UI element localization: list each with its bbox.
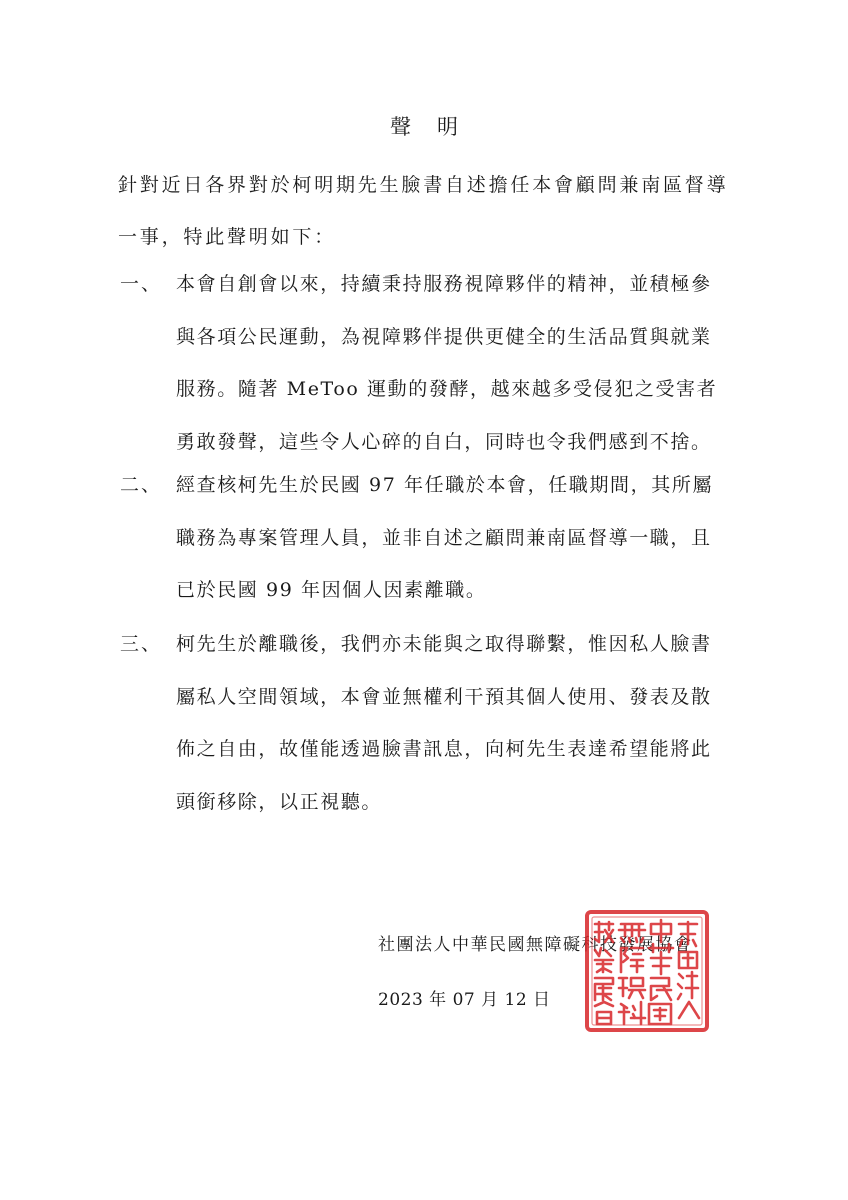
- item-text: 柯先生於離職後，我們亦未能與之取得聯繫，惟因私人臉書屬私人空間領域，本會並無權利干預其個人使用、發表及散佈之自由，故僅能透過臉書訊息，向柯先生表達希望能將此頭銜移除，以正視聽。: [176, 633, 712, 813]
- organization-signature: 社團法人中華民國無障礙科技發展協會: [378, 935, 693, 955]
- official-seal-stamp: [583, 908, 711, 1034]
- item-number: 二、: [120, 474, 163, 496]
- item-number: 三、: [120, 633, 163, 655]
- item-number: 一、: [120, 273, 163, 295]
- item-text: 本會自創會以來，持續秉持服務視障夥伴的精神，並積極參與各項公民運動，為視障夥伴提供更健全的生活品質與就業服務。隨著 MeToo 運動的發酵，越來越多受侵犯之受害者勇敢發聲，這些令人心碎的自白，同時也令我們感到不捨。: [176, 273, 718, 453]
- intro-paragraph: 針對近日各界對於柯明期先生臉書自述擔任本會顧問兼南區督導一事，特此聲明如下：: [118, 174, 729, 248]
- item-text: 經查核柯先生於民國 97 年任職於本會，任職期間，其所屬職務為專案管理人員，並非自述之顧問兼南區督導一職，且已於民國 99 年因個人因素離職。: [176, 474, 714, 601]
- statement-date: 2023 年 07 月 12 日: [378, 990, 551, 1010]
- page-title: 聲明: [390, 115, 484, 139]
